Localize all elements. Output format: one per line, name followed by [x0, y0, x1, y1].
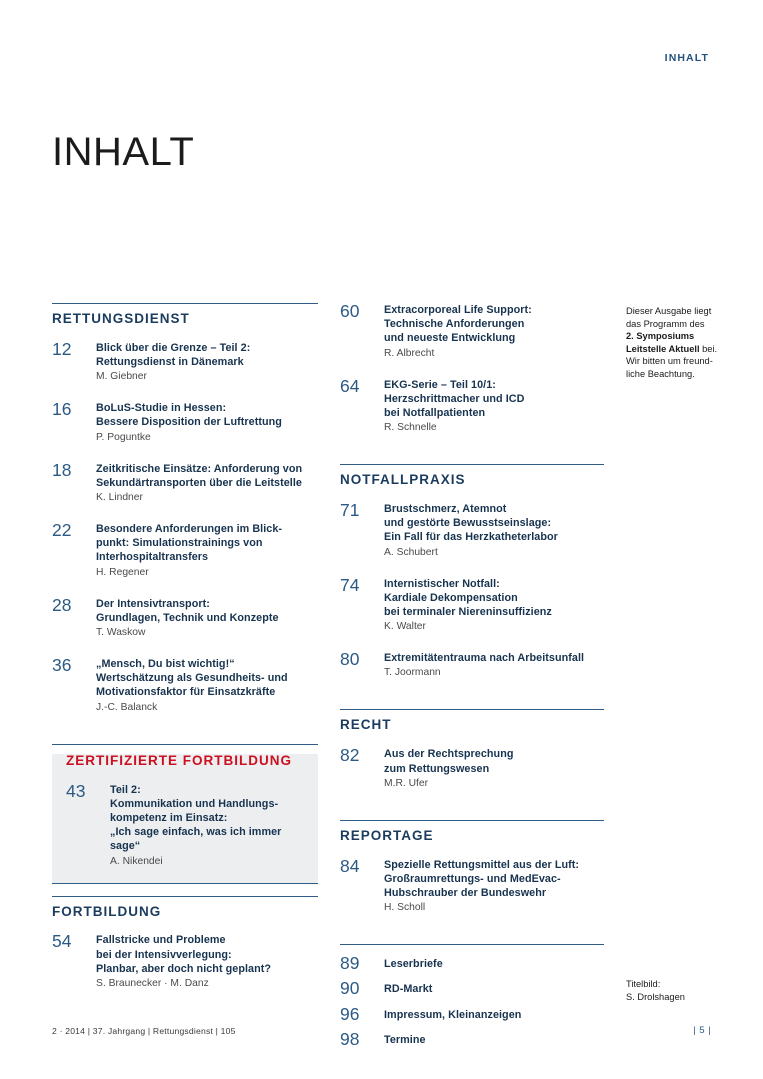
section-heading: FORTBILDUNG	[52, 903, 162, 919]
toc-entry-title: Brustschmerz, Atemnot und gestörte Bewusstseinslage: Ein Fall für das Herzkatheterlabor	[384, 503, 558, 544]
toc-entry-page-number: 64	[340, 375, 360, 396]
note-after-bold: bei.	[699, 343, 718, 354]
toc-entry-body	[96, 933, 318, 991]
toc-entry[interactable]	[340, 502, 604, 560]
toc-section-recht	[340, 709, 604, 790]
toc-column-middle	[340, 303, 604, 1068]
section-gap	[340, 932, 604, 944]
toc-entry-page-number: 22	[52, 520, 72, 541]
toc-entry-page-number: 90	[340, 978, 360, 999]
section-heading: ZERTIFIZIERTE FORTBILDUNG	[66, 752, 292, 768]
toc-entry-page-number: 71	[340, 500, 360, 521]
toc-entry-title: Spezielle Rettungsmittel aus der Luft: Großraumrettungs- und MedEvac- Hubschrauber der Bundeswehr	[384, 858, 580, 899]
toc-entry-page-number: 18	[52, 459, 72, 480]
toc-entry-page-number: 98	[340, 1028, 360, 1049]
toc-entry-title: Extremitätentrauma nach Arbeitsunfall	[384, 652, 585, 665]
footer-issue-info: 2 · 2014 | 37. Jahrgang | Rettungsdienst | 105	[52, 1026, 236, 1036]
highlighted-section-box	[52, 754, 318, 883]
toc-entry-page-number: 16	[52, 399, 72, 420]
toc-entry-body	[110, 783, 308, 869]
toc-section-fortbildung	[52, 896, 318, 991]
note-bold-1: 2. Symposiums	[626, 331, 695, 342]
toc-entry-title: Aus der Rechtsprechung zum Rettungswesen	[384, 748, 514, 775]
section-gap	[340, 452, 604, 464]
toc-entry-body	[384, 303, 604, 361]
toc-entry[interactable]	[52, 459, 318, 505]
section-gap	[340, 808, 604, 820]
toc-section-notfallpraxis	[340, 464, 604, 680]
toc-entry-page-number: 60	[340, 301, 360, 321]
toc-entry-page-number: 12	[52, 338, 72, 359]
toc-entry[interactable]	[340, 978, 604, 999]
toc-entry-title: Der Intensivtransport: Grundlagen, Technik und Konzepte	[96, 597, 279, 624]
note-line-1: Dieser Ausgabe liegt	[626, 306, 712, 316]
section-gap	[340, 1056, 604, 1068]
section-divider	[52, 896, 318, 897]
toc-entry-title: Internistischer Notfall: Kardiale Dekompensation bei terminaler Niereninsuffizienz	[384, 577, 552, 619]
toc-entry-title: Extracorporeal Life Support: Technische Anforderungen und neueste Entwicklung	[384, 304, 532, 345]
toc-entry-body	[96, 522, 318, 580]
toc-entry-author: A. Schubert	[384, 546, 438, 558]
section-gap	[52, 732, 318, 744]
toc-entry-body	[384, 378, 604, 436]
toc-entry-body	[384, 980, 604, 996]
toc-entry[interactable]	[340, 375, 604, 436]
section-heading: REPORTAGE	[340, 827, 434, 843]
toc-entry-page-number: 74	[340, 574, 360, 595]
toc-entry-author: R. Albrecht	[384, 347, 435, 359]
toc-entry-title: RD-Markt	[384, 983, 433, 996]
toc-entry[interactable]	[52, 657, 318, 715]
toc-entry-title: EKG-Serie – Teil 10/1: Herzschrittmacher und ICD bei Notfallpatienten	[384, 378, 525, 420]
cover-image-credit	[626, 978, 685, 1003]
toc-column-left	[52, 303, 318, 1020]
note-line-2: das Programm des	[626, 318, 705, 329]
toc-entry[interactable]	[340, 953, 604, 974]
toc-entry[interactable]	[340, 574, 604, 635]
section-spacer	[340, 945, 604, 955]
toc-entry-body	[384, 1031, 604, 1047]
section-divider	[340, 820, 604, 821]
toc-entry-title: Zeitkritische Einsätze: Anforderung von Sekundärtransporten über die Leitstelle	[96, 462, 303, 489]
cover-image-author: S. Drolshagen	[626, 991, 685, 1002]
toc-entry[interactable]	[340, 303, 604, 361]
toc-section-rettungsdienst	[52, 303, 318, 715]
toc-entry-page-number: 43	[66, 780, 86, 801]
toc-entry-author: P. Poguntke	[96, 431, 151, 443]
toc-entry-body	[96, 341, 318, 384]
toc-entry-title: Fallstricke und Probleme bei der Intensivverlegung: Planbar, aber doch nicht geplant?	[96, 934, 272, 975]
toc-entry-author: K. Walter	[384, 621, 426, 633]
toc-entry-author: M.R. Ufer	[384, 777, 429, 789]
toc-entry[interactable]	[66, 780, 308, 869]
section-gap	[52, 1008, 318, 1020]
note-line-3: Wir bitten um freund-	[626, 356, 713, 367]
toc-entry-body	[384, 747, 604, 790]
section-heading: RECHT	[340, 717, 392, 733]
toc-entry-author: T. Joormann	[384, 667, 441, 679]
section-heading: NOTFALLPRAXIS	[340, 472, 466, 488]
toc-entry-page-number: 84	[340, 855, 360, 876]
toc-entry-title: Termine	[384, 1033, 426, 1046]
section-gap	[52, 884, 318, 896]
toc-entry-page-number: 80	[340, 649, 360, 670]
toc-section-misc	[340, 944, 604, 1047]
section-divider	[340, 464, 604, 465]
toc-entry-title: Besondere Anforderungen im Blick- punkt: Simulationstrainings von Interhospitaltransfers	[96, 523, 283, 564]
toc-entry[interactable]	[340, 747, 604, 790]
toc-entry-page-number: 54	[52, 931, 72, 952]
toc-entry-body	[96, 401, 318, 444]
toc-entry-page-number: 89	[340, 953, 360, 974]
toc-entry[interactable]	[340, 1028, 604, 1049]
toc-section-continued	[340, 303, 604, 435]
toc-entry-body	[96, 657, 318, 715]
section-divider	[340, 709, 604, 710]
toc-entry-body	[384, 651, 604, 680]
toc-entry-body	[384, 1006, 604, 1022]
toc-entry-body	[96, 462, 318, 505]
toc-entry[interactable]	[52, 401, 318, 444]
toc-entry[interactable]	[340, 651, 604, 680]
toc-entry-author: R. Schnelle	[384, 422, 437, 434]
toc-entry[interactable]	[52, 338, 318, 384]
toc-entry-body	[384, 577, 604, 635]
toc-entry-title: Leserbriefe	[384, 958, 443, 971]
toc-entry[interactable]	[52, 594, 318, 640]
toc-entry-page-number: 96	[340, 1003, 360, 1024]
section-divider	[52, 303, 318, 304]
toc-entry-author: T. Waskow	[96, 627, 146, 639]
section-gap	[340, 697, 604, 709]
toc-entry-title: „Mensch, Du bist wichtig!“ Wertschätzung als Gesundheits- und Motivationsfaktor für Einsatzkräfte	[96, 658, 288, 699]
toc-entry-author: H. Regener	[96, 566, 149, 578]
toc-entry-title: BoLuS-Studie in Hessen: Bessere Disposition der Luftrettung	[96, 402, 282, 429]
toc-entry-author: S. Braunecker · M. Danz	[96, 978, 209, 989]
toc-entry-page-number: 36	[52, 655, 72, 676]
running-head: INHALT	[664, 52, 709, 64]
footer-page-number: | 5 |	[693, 1025, 711, 1036]
toc-entry[interactable]	[340, 1003, 604, 1024]
toc-entry-page-number: 82	[340, 745, 360, 766]
note-line-4: liche Beachtung.	[626, 368, 695, 379]
toc-entry-author: A. Nikendei	[110, 855, 163, 867]
toc-entry-title: Impressum, Kleinanzeigen	[384, 1008, 522, 1021]
page-title: INHALT	[52, 129, 195, 174]
toc-entry[interactable]	[52, 933, 318, 991]
section-heading: RETTUNGSDIENST	[52, 311, 190, 326]
toc-entry-page-number: 28	[52, 594, 72, 615]
note-bold-2: Leitstelle Aktuell	[626, 343, 700, 354]
toc-entry-author: K. Lindner	[96, 492, 143, 504]
issue-insert-note	[626, 305, 746, 381]
toc-section-zertifizierte-fortbildung	[52, 744, 318, 884]
toc-entry-title: Blick über die Grenze – Teil 2: Rettungsdienst in Dänemark	[96, 341, 251, 369]
sidebar-notes	[626, 305, 746, 381]
toc-entry-body	[96, 597, 318, 640]
toc-entry-body	[384, 955, 604, 971]
toc-entry-body	[384, 502, 604, 560]
toc-section-reportage	[340, 820, 604, 915]
toc-entry[interactable]	[340, 855, 604, 916]
toc-entry-author: H. Scholl	[384, 902, 426, 914]
toc-entry[interactable]	[52, 522, 318, 580]
toc-entry-body	[384, 858, 604, 916]
toc-entry-title: Teil 2: Kommunikation und Handlungs- kompetenz im Einsatz: „Ich sage einfach, was ich immer sage“	[110, 783, 282, 853]
section-divider	[52, 744, 318, 745]
toc-entry-author: M. Giebner	[96, 371, 147, 383]
cover-image-label: Titelbild:	[626, 979, 661, 989]
toc-entry-author: J.-C. Balanck	[96, 701, 158, 713]
